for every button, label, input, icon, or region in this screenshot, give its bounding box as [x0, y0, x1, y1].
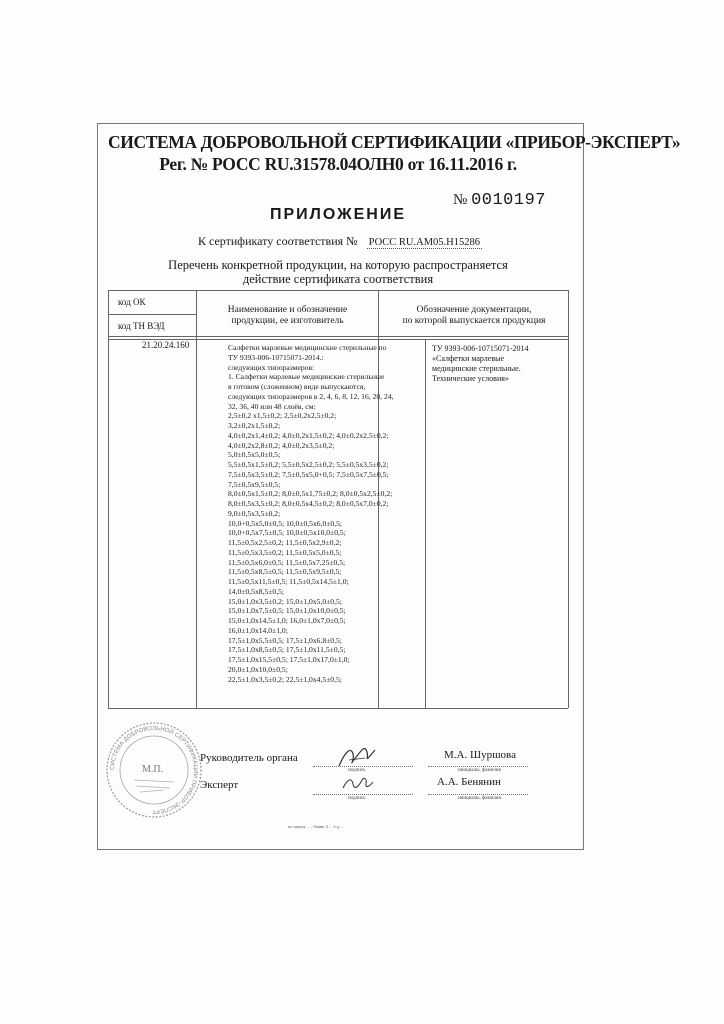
seal-stamp-icon [104, 720, 204, 820]
header-product-line1: Наименование и обозначение [227, 305, 348, 315]
product-code: 21.20.24.160 [142, 340, 190, 350]
product-line: 1. Салфетки марлевые медицинские стерильные [228, 372, 385, 382]
head-name-line [428, 766, 528, 767]
size-line: 4,0±0,2х2,8±0,2; 4,0±0,2х3,5±0,2; [228, 440, 335, 450]
product-description [228, 343, 413, 684]
size-line: 15,0±1,0х14,5±1,0; 16,0±1,0х7,0±0,5; [228, 616, 346, 625]
size-line: 5,5±0,5х1,5±0,2; 5,5±0,5х2,5±0,2; 5,5±0,5х3,5±0,2; [228, 460, 389, 469]
product-line: ТУ 9393-006-10715071-2014.: [228, 352, 324, 362]
size-line: 8,0±0,5х3,5±0,2; 8,0±0,5х4,5±0,2; 8,0±0,5х7,0±0,2; [228, 499, 389, 508]
size-line: 17,5±1,0х5,5±0,5; 17,5±1,0х6,8±0,5; [228, 635, 342, 645]
product-line: следующих типоразмеров: [228, 362, 315, 372]
head-name: М.А. Шуршова [444, 749, 516, 761]
size-line: 10,0+0,5х7,5±0,5; 10,0±0,5х10,0±0,5; [228, 528, 346, 538]
certificate-number: РОСС RU.AM05.H15286 [368, 237, 481, 248]
size-line: 7,5±0,5х9,5±0,5; [228, 479, 281, 489]
header-doc-line1: Обозначение документации, [416, 305, 532, 315]
table-header-bottom-line [108, 336, 568, 337]
size-line: 11,5±0,5х3,5±0,2; 11,5±0,5х5,0±0,5; [228, 547, 342, 557]
documentation-reference [432, 344, 572, 384]
expert-name: А.А. Бенянин [437, 776, 501, 788]
table-top-line [108, 290, 568, 291]
document-title: ПРИЛОЖЕНИЕ [270, 206, 406, 223]
head-of-body-label: Руководитель органа [200, 752, 298, 764]
size-line: 17,5±1,0х15,5±0,5; 17,5±1,0х17,0±1,0; [228, 655, 350, 664]
size-line: 14,0±0,5х8,5±0,5; [228, 586, 285, 596]
stamp-ring-text: СИСТЕМА ДОБРОВОЛЬНОЙ СЕРТИФИКАЦИИ ПРИБОР-ЭКСПЕРТ [109, 725, 199, 815]
registration-line: Рег. № РОСС RU.31578.04ОЛН0 от 16.11.2016 г. [159, 154, 517, 174]
size-line: 5,0±0,5х5,0±0,5; [228, 450, 281, 460]
expert-signature-line [313, 794, 413, 795]
head-name-caption: инициалы, фамилия [458, 768, 501, 773]
table-col3-line [425, 339, 426, 708]
header-product-line2: продукции, ее изготовитель [231, 316, 344, 326]
table-col1-line [196, 290, 197, 708]
list-title-line1: Перечень конкретной продукции, на которую распространяется [168, 258, 508, 272]
header-documentation [382, 305, 566, 327]
size-line: 8,0±0,5х1,5±0,2; 8,0±0,5х1,75±0,2; 8,0±0,5х2,5±0,2; [228, 489, 393, 499]
size-line: 15,0±1,0х7,5±0,5; 15,0±1,0х10,0±0,5; [228, 606, 346, 616]
print-footer: по заказу ... , бланк 3 ... з-д ... [288, 824, 344, 829]
size-line: 17,5±1,0х8,5±0,5; 17,5±1,0х11,5±0,5; [228, 645, 346, 655]
list-title-line2: действие сертификата соответствия [242, 272, 434, 286]
certificate-label: К сертификату соответствия № [198, 234, 358, 248]
header-code-tnved: код ТН ВЭД [118, 321, 165, 331]
expert-name-caption: инициалы, фамилия [458, 796, 501, 801]
expert-signature-icon [340, 774, 376, 794]
doc-line: медицинские стерильные. [432, 364, 521, 373]
size-line: 3,2±0,2х1,5±0,2; [228, 421, 281, 430]
doc-line: ТУ 9393-006-10715071-2014 [432, 344, 529, 353]
product-lines [228, 343, 413, 411]
size-line: 4,0±0,2х1,4±0,2; 4,0±0,2х1,5±0,2; 4,0±0,2х2,5±0,2; [228, 430, 389, 440]
product-line: Салфетки марлевые медицинские стерильные по [228, 343, 387, 352]
size-line: 2,5±0,2 х1,5±0,2; 2,5±0,2х2,5±0,2; [228, 411, 337, 421]
doc-line: «Салфетки марлевые [432, 354, 505, 363]
size-line: 20,0±1,0х10,0±0,5; [228, 664, 288, 674]
size-line: 11,5±0,5х6,0±0,5; 11,5±0,5х7,25±0,5; [228, 557, 346, 567]
product-sizes [228, 411, 413, 684]
stamp-mp: М.П. [142, 764, 164, 775]
expert-signature-caption: подпись [348, 796, 366, 801]
head-signature-caption: подпись [348, 768, 366, 773]
header-doc-line2: по которой выпускается продукция [402, 316, 546, 326]
size-line: 9,0±0,5х3,5±0,2; [228, 508, 281, 518]
table-bottom-line [108, 708, 568, 709]
header-code-ok: код ОК [118, 297, 146, 307]
form-number-value: 0010197 [471, 191, 546, 210]
header-product [200, 305, 375, 327]
system-title: СИСТЕМА ДОБРОВОЛЬНОЙ СЕРТИФИКАЦИИ «ПРИБОР-ЭКСПЕРТ» [108, 132, 681, 152]
product-line: 32, 36, 40 или 48 слоёв, см: [228, 401, 316, 411]
form-number-prefix: № [453, 192, 468, 208]
expert-label: Эксперт [200, 779, 239, 791]
head-signature-icon [335, 742, 380, 772]
certificate-reference [198, 234, 482, 249]
product-line: следующих типоразмеров в 2, 4, 6, 8, 12, 16, 20, 24, [228, 391, 394, 401]
code-separator-line [108, 314, 196, 315]
product-line: в готовом (сложенном) виде выпускаются, [228, 382, 366, 391]
size-line: 15,0±1,0х3,5±0,2; 15,0±1,0х5,0±0,5; [228, 596, 342, 606]
doc-line: Технические условия» [432, 374, 509, 383]
size-line: 22,5±1,0х3,5±0,2; 22,5±1,0х4,5±0,5; [228, 674, 342, 684]
size-line: 11,5±0,5х2,5±0,2; 11,5±0,5х2,9±0,2; [228, 538, 342, 547]
size-line: 10,0+0,5х5,0±0,5; 10,0±0,5х6,0±0,5; [228, 518, 343, 528]
size-line: 16,0±1,0х14,0±1,0; [228, 625, 288, 635]
size-line: 11,5±0,5х8,5±0,5; 11,5±0,5х9,5±0,5; [228, 567, 342, 577]
table-left-line [108, 290, 109, 708]
size-line: 7,5±0,5х3,5±0,2; 7,5±0,5х5,0+0,5; 7,5±0,5х7,5±0,5; [228, 469, 389, 479]
size-line: 11,5±0,5х11,5±0,5; 11,5±0,5х14,5±1,0; [228, 577, 349, 586]
expert-name-line [428, 794, 528, 795]
